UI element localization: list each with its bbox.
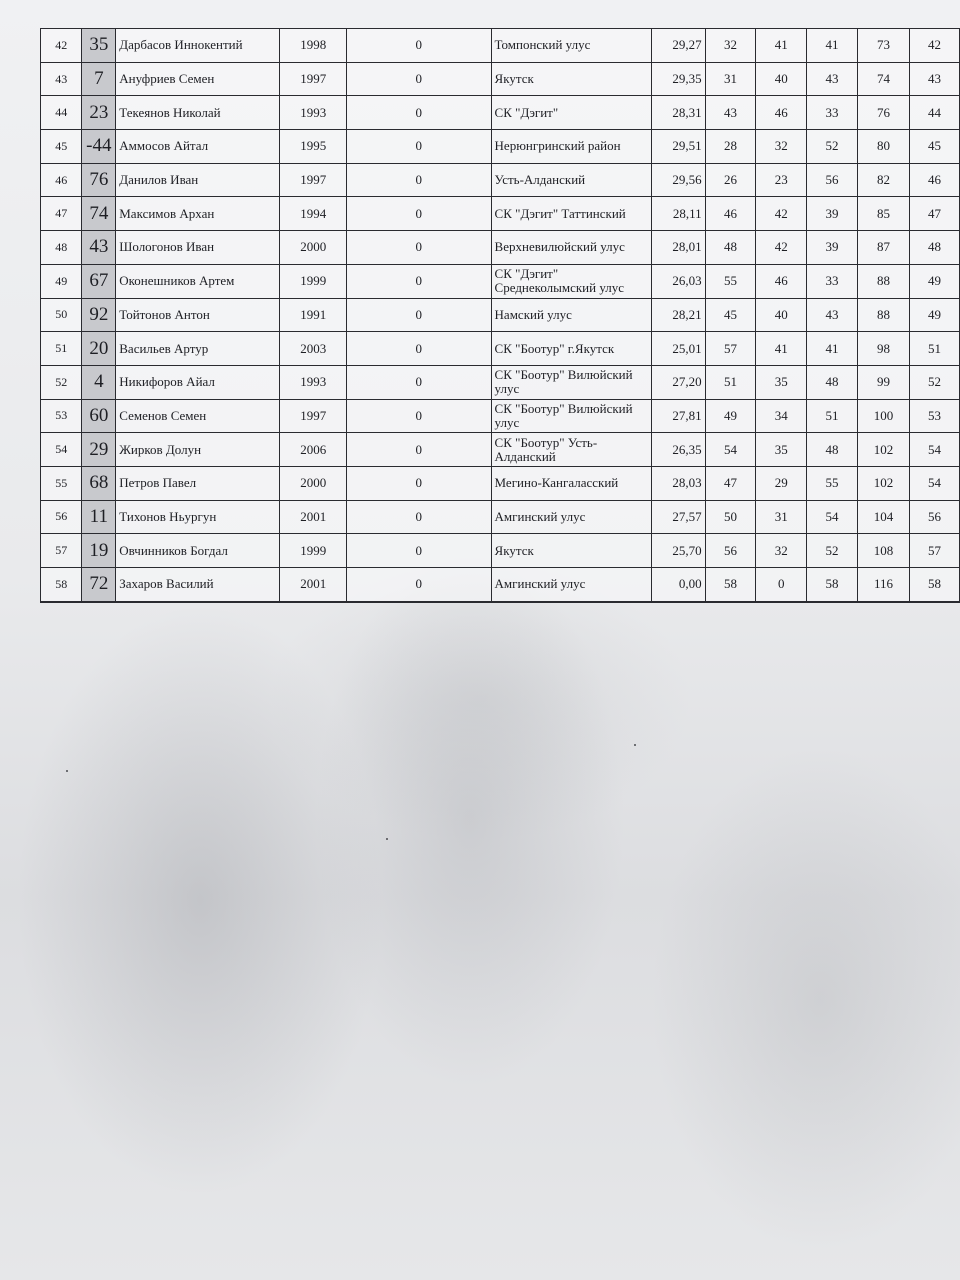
row-index: 57 xyxy=(41,534,82,568)
athlete-name: Данилов Иван xyxy=(116,163,280,197)
points-sum: 76 xyxy=(857,96,909,130)
points-sum: 74 xyxy=(857,62,909,96)
table-row xyxy=(41,433,960,467)
discipline-3-place: 43 xyxy=(807,62,858,96)
discipline-1-place: 46 xyxy=(705,197,756,231)
table-row xyxy=(41,332,960,366)
zero-column: 0 xyxy=(347,264,492,298)
discipline-2-place: 31 xyxy=(756,500,807,534)
zero-column: 0 xyxy=(347,130,492,164)
discipline-2-place: 46 xyxy=(756,264,807,298)
bib-number: 19 xyxy=(82,534,116,568)
final-place: 51 xyxy=(910,332,960,366)
discipline-1-place: 51 xyxy=(705,365,756,399)
table-row xyxy=(41,62,960,96)
birth-year: 1993 xyxy=(280,365,347,399)
birth-year: 2001 xyxy=(280,568,347,602)
zero-column: 0 xyxy=(347,500,492,534)
discipline-3-place: 58 xyxy=(807,568,858,602)
discipline-1-place: 32 xyxy=(705,29,756,63)
final-place: 49 xyxy=(910,298,960,332)
table-row xyxy=(41,163,960,197)
bib-number: 35 xyxy=(82,29,116,63)
team-region: Амгинский улус xyxy=(491,568,651,602)
birth-year: 2006 xyxy=(280,433,347,467)
table-row xyxy=(41,96,960,130)
results-table-body xyxy=(41,29,960,602)
discipline-2-place: 40 xyxy=(756,62,807,96)
bib-number: 11 xyxy=(82,500,116,534)
team-region: Усть-Алданский xyxy=(491,163,651,197)
points-sum: 104 xyxy=(857,500,909,534)
discipline-3-place: 33 xyxy=(807,264,858,298)
discipline-3-place: 48 xyxy=(807,433,858,467)
discipline-1-place: 31 xyxy=(705,62,756,96)
bib-number: 72 xyxy=(82,568,116,602)
discipline-3-place: 39 xyxy=(807,197,858,231)
row-index: 55 xyxy=(41,466,82,500)
birth-year: 1997 xyxy=(280,399,347,433)
discipline-3-place: 52 xyxy=(807,534,858,568)
result-time: 29,35 xyxy=(651,62,705,96)
row-index: 50 xyxy=(41,298,82,332)
result-time: 28,03 xyxy=(651,466,705,500)
final-place: 43 xyxy=(910,62,960,96)
points-sum: 100 xyxy=(857,399,909,433)
result-time: 27,81 xyxy=(651,399,705,433)
bib-number: 4 xyxy=(82,365,116,399)
result-time: 29,51 xyxy=(651,130,705,164)
birth-year: 1999 xyxy=(280,534,347,568)
team-region: СК "Дэгит" Таттинский xyxy=(491,197,651,231)
zero-column: 0 xyxy=(347,197,492,231)
athlete-name: Жирков Долун xyxy=(116,433,280,467)
bib-number: 23 xyxy=(82,96,116,130)
team-region: СК "Дэгит" xyxy=(491,96,651,130)
zero-column: 0 xyxy=(347,29,492,63)
birth-year: 1997 xyxy=(280,62,347,96)
final-place: 49 xyxy=(910,264,960,298)
final-place: 47 xyxy=(910,197,960,231)
points-sum: 73 xyxy=(857,29,909,63)
final-place: 56 xyxy=(910,500,960,534)
row-index: 44 xyxy=(41,96,82,130)
table-row xyxy=(41,399,960,433)
discipline-1-place: 43 xyxy=(705,96,756,130)
birth-year: 1993 xyxy=(280,96,347,130)
discipline-2-place: 42 xyxy=(756,231,807,265)
result-time: 28,31 xyxy=(651,96,705,130)
zero-column: 0 xyxy=(347,231,492,265)
discipline-2-place: 35 xyxy=(756,365,807,399)
athlete-name: Семенов Семен xyxy=(116,399,280,433)
points-sum: 85 xyxy=(857,197,909,231)
points-sum: 80 xyxy=(857,130,909,164)
birth-year: 2003 xyxy=(280,332,347,366)
zero-column: 0 xyxy=(347,298,492,332)
zero-column: 0 xyxy=(347,568,492,602)
row-index: 53 xyxy=(41,399,82,433)
final-place: 42 xyxy=(910,29,960,63)
athlete-name: Ануфриев Семен xyxy=(116,62,280,96)
zero-column: 0 xyxy=(347,62,492,96)
discipline-1-place: 47 xyxy=(705,466,756,500)
discipline-3-place: 55 xyxy=(807,466,858,500)
discipline-1-place: 49 xyxy=(705,399,756,433)
discipline-2-place: 0 xyxy=(756,568,807,602)
team-region: Амгинский улус xyxy=(491,500,651,534)
discipline-3-place: 52 xyxy=(807,130,858,164)
discipline-3-place: 54 xyxy=(807,500,858,534)
result-time: 28,21 xyxy=(651,298,705,332)
athlete-name: Дарбасов Иннокентий xyxy=(116,29,280,63)
team-region: Якутск xyxy=(491,534,651,568)
result-time: 29,27 xyxy=(651,29,705,63)
athlete-name: Никифоров Айал xyxy=(116,365,280,399)
discipline-2-place: 32 xyxy=(756,534,807,568)
table-row xyxy=(41,197,960,231)
row-index: 45 xyxy=(41,130,82,164)
discipline-3-place: 41 xyxy=(807,332,858,366)
zero-column: 0 xyxy=(347,433,492,467)
table-row xyxy=(41,130,960,164)
row-index: 43 xyxy=(41,62,82,96)
athlete-name: Тихонов Ньургун xyxy=(116,500,280,534)
discipline-1-place: 58 xyxy=(705,568,756,602)
table-row xyxy=(41,500,960,534)
discipline-2-place: 40 xyxy=(756,298,807,332)
paper-speck xyxy=(634,744,636,746)
discipline-2-place: 29 xyxy=(756,466,807,500)
bib-number: 60 xyxy=(82,399,116,433)
discipline-3-place: 51 xyxy=(807,399,858,433)
athlete-name: Петров Павел xyxy=(116,466,280,500)
final-place: 54 xyxy=(910,466,960,500)
table-row xyxy=(41,466,960,500)
discipline-3-place: 48 xyxy=(807,365,858,399)
points-sum: 116 xyxy=(857,568,909,602)
discipline-2-place: 32 xyxy=(756,130,807,164)
result-time: 26,03 xyxy=(651,264,705,298)
athlete-name: Текеянов Николай xyxy=(116,96,280,130)
team-region: СК "Боотур" Вилюйский улус xyxy=(491,365,651,399)
discipline-1-place: 54 xyxy=(705,433,756,467)
birth-year: 1998 xyxy=(280,29,347,63)
row-index: 49 xyxy=(41,264,82,298)
discipline-1-place: 45 xyxy=(705,298,756,332)
zero-column: 0 xyxy=(347,534,492,568)
team-region: Якутск xyxy=(491,62,651,96)
final-place: 45 xyxy=(910,130,960,164)
points-sum: 99 xyxy=(857,365,909,399)
points-sum: 88 xyxy=(857,298,909,332)
points-sum: 108 xyxy=(857,534,909,568)
final-place: 44 xyxy=(910,96,960,130)
discipline-3-place: 43 xyxy=(807,298,858,332)
row-index: 47 xyxy=(41,197,82,231)
team-region: СК "Дэгит" Среднеколымский улус xyxy=(491,264,651,298)
bib-number: 29 xyxy=(82,433,116,467)
athlete-name: Васильев Артур xyxy=(116,332,280,366)
zero-column: 0 xyxy=(347,466,492,500)
bib-number: 43 xyxy=(82,231,116,265)
team-region: Намский улус xyxy=(491,298,651,332)
discipline-3-place: 56 xyxy=(807,163,858,197)
table-row xyxy=(41,568,960,602)
row-index: 48 xyxy=(41,231,82,265)
result-time: 29,56 xyxy=(651,163,705,197)
birth-year: 1997 xyxy=(280,163,347,197)
final-place: 58 xyxy=(910,568,960,602)
athlete-name: Аммосов Айтал xyxy=(116,130,280,164)
birth-year: 1994 xyxy=(280,197,347,231)
team-region: СК "Боотур" Усть-Алданский xyxy=(491,433,651,467)
final-place: 46 xyxy=(910,163,960,197)
final-place: 57 xyxy=(910,534,960,568)
team-region: СК "Боотур" г.Якутск xyxy=(491,332,651,366)
final-place: 54 xyxy=(910,433,960,467)
row-index: 58 xyxy=(41,568,82,602)
bib-number: 68 xyxy=(82,466,116,500)
bib-number: 74 xyxy=(82,197,116,231)
athlete-name: Оконешников Артем xyxy=(116,264,280,298)
birth-year: 2000 xyxy=(280,231,347,265)
result-time: 25,70 xyxy=(651,534,705,568)
discipline-2-place: 41 xyxy=(756,29,807,63)
birth-year: 1991 xyxy=(280,298,347,332)
discipline-2-place: 41 xyxy=(756,332,807,366)
discipline-3-place: 33 xyxy=(807,96,858,130)
zero-column: 0 xyxy=(347,332,492,366)
team-region: Мегино-Кангаласский xyxy=(491,466,651,500)
points-sum: 82 xyxy=(857,163,909,197)
result-time: 0,00 xyxy=(651,568,705,602)
result-time: 25,01 xyxy=(651,332,705,366)
zero-column: 0 xyxy=(347,399,492,433)
team-region: Томпонский улус xyxy=(491,29,651,63)
team-region: Нерюнгринский район xyxy=(491,130,651,164)
result-time: 27,57 xyxy=(651,500,705,534)
row-index: 56 xyxy=(41,500,82,534)
bib-number: 67 xyxy=(82,264,116,298)
final-place: 48 xyxy=(910,231,960,265)
final-place: 52 xyxy=(910,365,960,399)
athlete-name: Максимов Архан xyxy=(116,197,280,231)
discipline-2-place: 42 xyxy=(756,197,807,231)
discipline-1-place: 57 xyxy=(705,332,756,366)
bib-number: 7 xyxy=(82,62,116,96)
birth-year: 1995 xyxy=(280,130,347,164)
paper-speck xyxy=(66,770,68,772)
points-sum: 98 xyxy=(857,332,909,366)
row-index: 46 xyxy=(41,163,82,197)
result-time: 28,11 xyxy=(651,197,705,231)
discipline-1-place: 55 xyxy=(705,264,756,298)
athlete-name: Шологонов Иван xyxy=(116,231,280,265)
row-index: 52 xyxy=(41,365,82,399)
table-row xyxy=(41,534,960,568)
team-region: СК "Боотур" Вилюйский улус xyxy=(491,399,651,433)
points-sum: 102 xyxy=(857,433,909,467)
points-sum: 88 xyxy=(857,264,909,298)
birth-year: 2001 xyxy=(280,500,347,534)
table-row xyxy=(41,365,960,399)
birth-year: 1999 xyxy=(280,264,347,298)
athlete-name: Овчинников Богдал xyxy=(116,534,280,568)
bib-number: 20 xyxy=(82,332,116,366)
discipline-3-place: 41 xyxy=(807,29,858,63)
team-region: Верхневилюйский улус xyxy=(491,231,651,265)
discipline-1-place: 50 xyxy=(705,500,756,534)
table-row xyxy=(41,298,960,332)
discipline-2-place: 46 xyxy=(756,96,807,130)
row-index: 54 xyxy=(41,433,82,467)
discipline-1-place: 48 xyxy=(705,231,756,265)
result-time: 28,01 xyxy=(651,231,705,265)
discipline-2-place: 23 xyxy=(756,163,807,197)
final-place: 53 xyxy=(910,399,960,433)
discipline-2-place: 34 xyxy=(756,399,807,433)
discipline-3-place: 39 xyxy=(807,231,858,265)
discipline-1-place: 28 xyxy=(705,130,756,164)
athlete-name: Тойтонов Антон xyxy=(116,298,280,332)
result-time: 26,35 xyxy=(651,433,705,467)
zero-column: 0 xyxy=(347,96,492,130)
bib-number: 92 xyxy=(82,298,116,332)
paper-speck xyxy=(386,838,388,840)
bib-number: -44 xyxy=(82,130,116,164)
discipline-1-place: 56 xyxy=(705,534,756,568)
points-sum: 87 xyxy=(857,231,909,265)
table-row xyxy=(41,264,960,298)
row-index: 42 xyxy=(41,29,82,63)
table-row xyxy=(41,29,960,63)
row-index: 51 xyxy=(41,332,82,366)
bib-number: 76 xyxy=(82,163,116,197)
points-sum: 102 xyxy=(857,466,909,500)
zero-column: 0 xyxy=(347,163,492,197)
result-time: 27,20 xyxy=(651,365,705,399)
table-row xyxy=(41,231,960,265)
athlete-name: Захаров Василий xyxy=(116,568,280,602)
results-table xyxy=(40,28,960,603)
discipline-1-place: 26 xyxy=(705,163,756,197)
birth-year: 2000 xyxy=(280,466,347,500)
zero-column: 0 xyxy=(347,365,492,399)
discipline-2-place: 35 xyxy=(756,433,807,467)
